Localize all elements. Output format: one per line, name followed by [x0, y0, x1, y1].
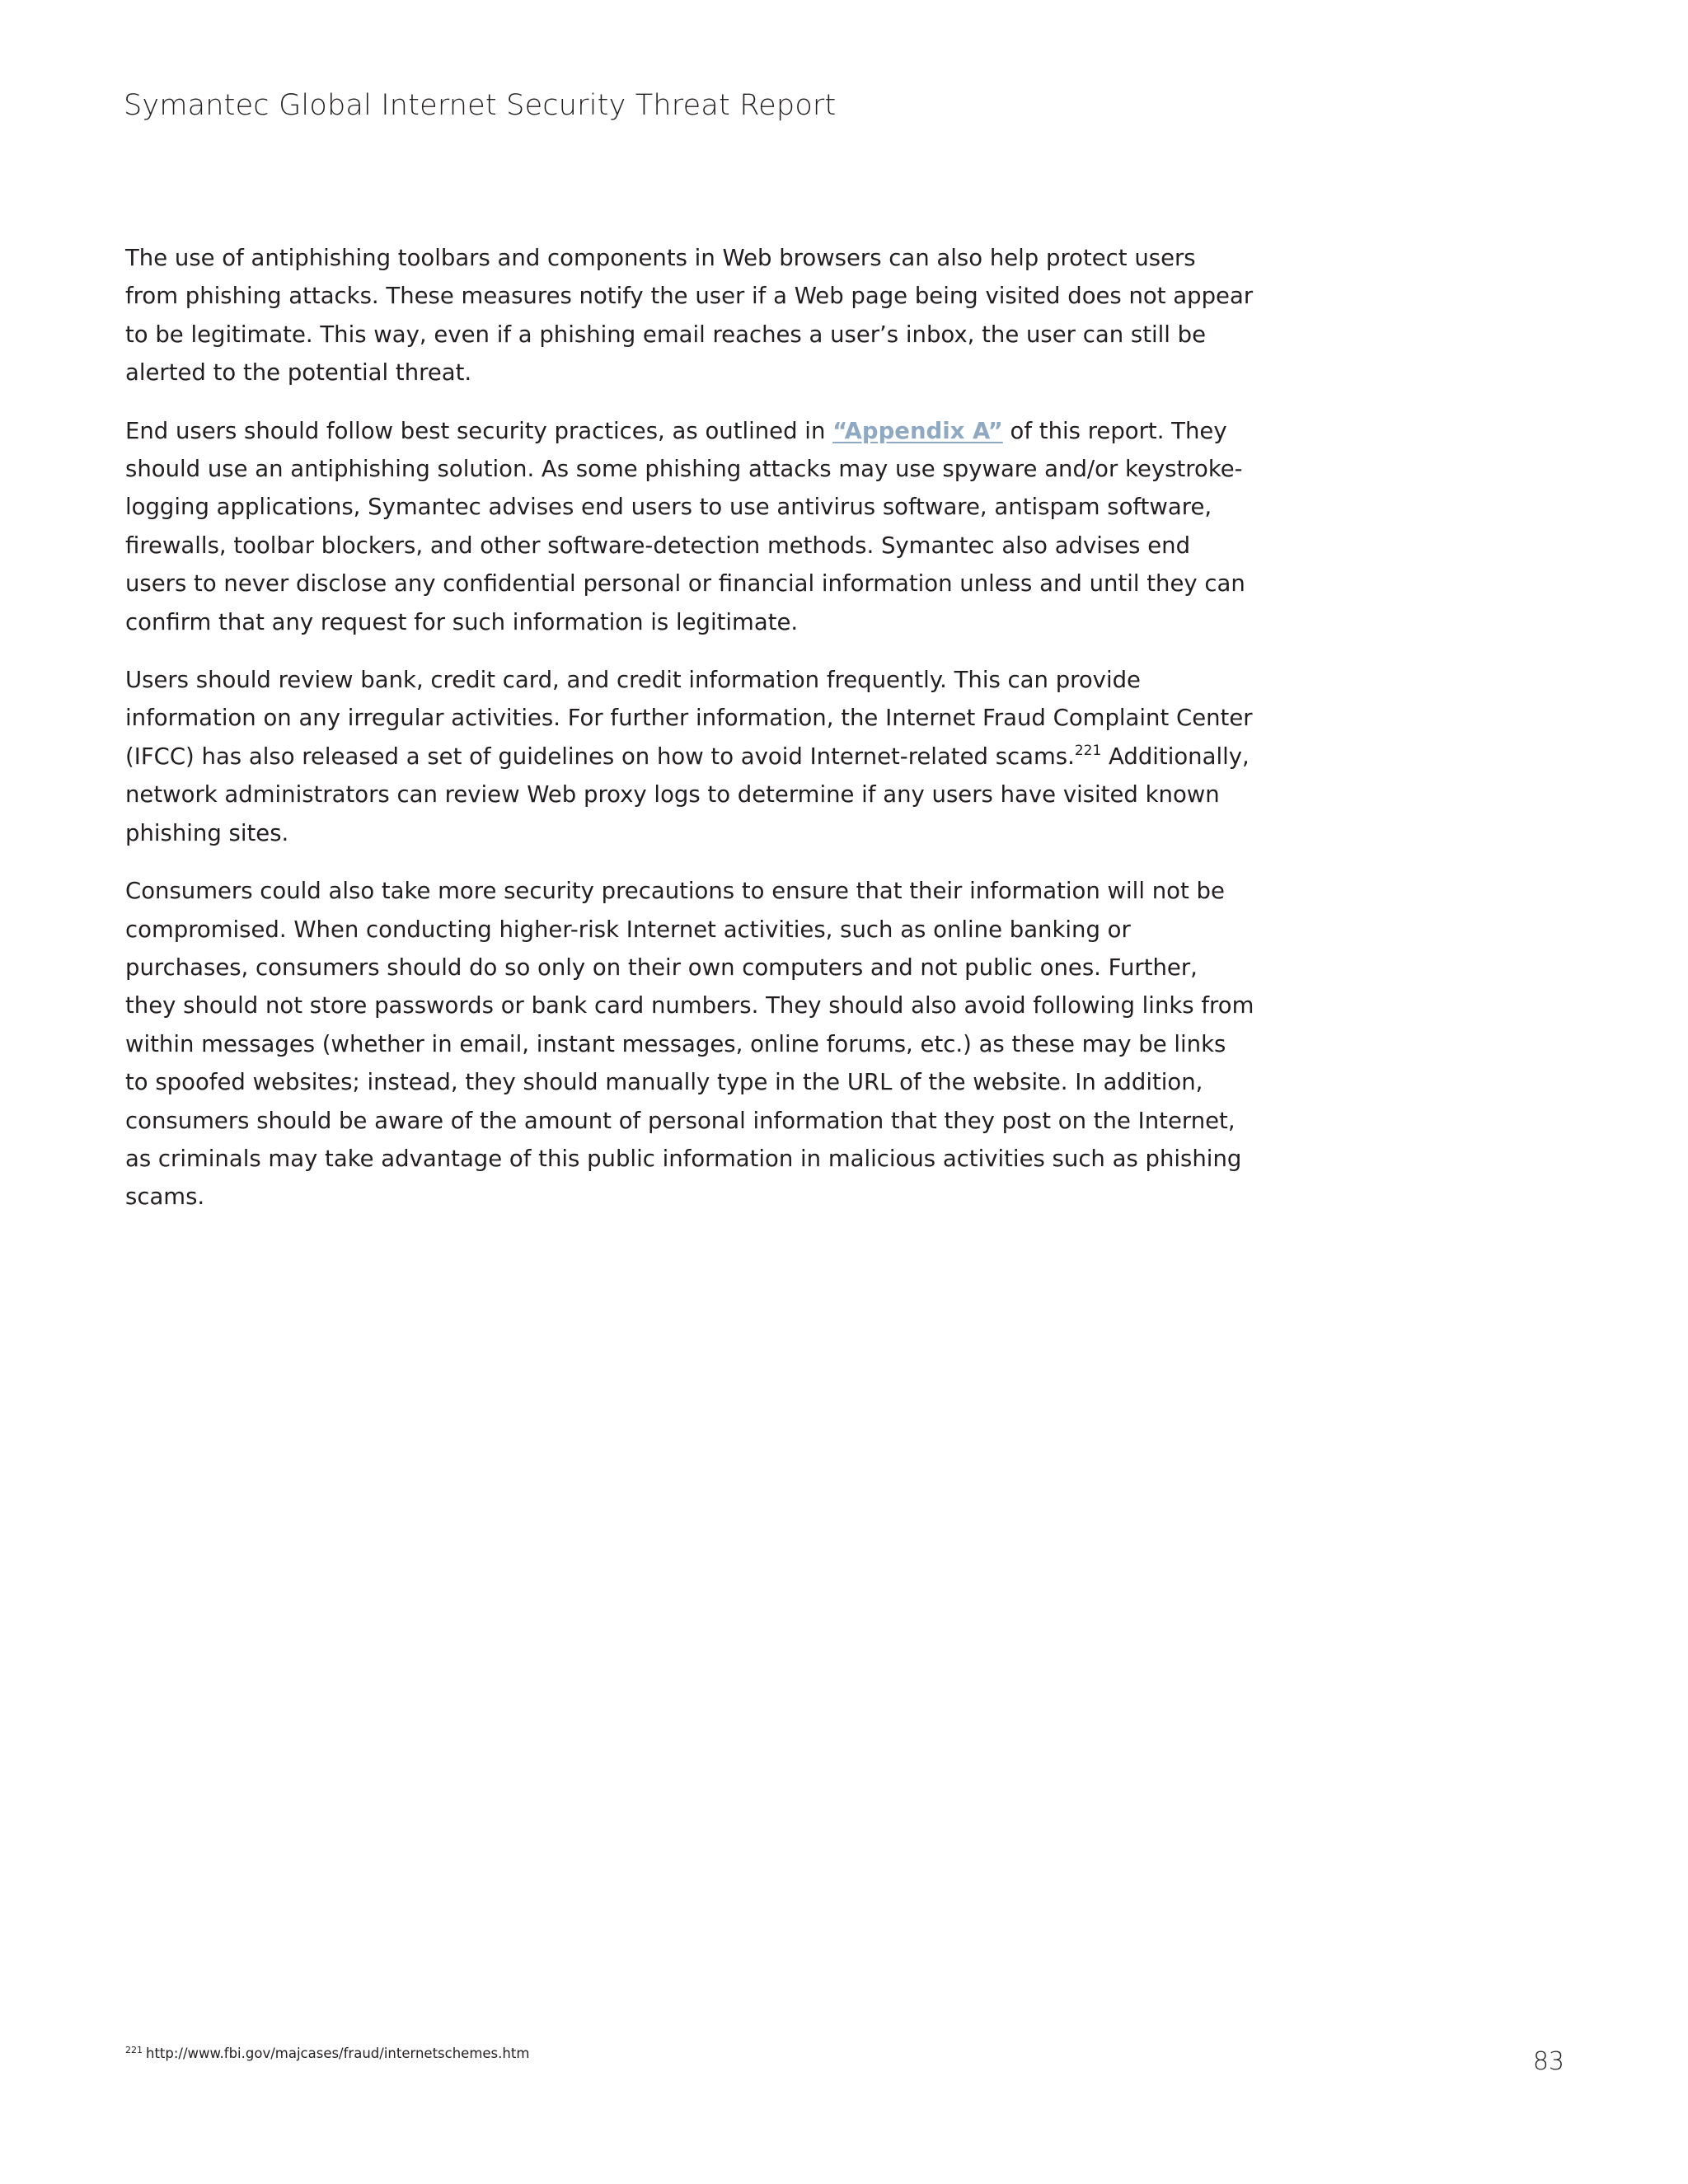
footnote-number: 221 [125, 2045, 143, 2055]
paragraph-text: Users should review bank, credit card, and credit information frequently. This can provide information on any irregular activities. For further information, the Internet Fraud Complaint Center (IFCC) has also released a set of guidelines on how to avoid Internet-related scams. [125, 667, 1253, 770]
paragraph-text: End users should follow best security practices, as outlined in [125, 417, 833, 444]
paragraph-text: Additionally, network administrators can review Web proxy logs to determine if any users have visited known phishing sites. [125, 743, 1250, 846]
paragraph-antiphishing-toolbars: The use of antiphishing toolbars and components in Web browsers can also help protect users from phishing attacks. These measures notify the user if a Web page being visited does not appear to be legitimate. This way, even if a phishing email reaches a user’s inbox, the user can still be alerted to the potential threat. [125, 245, 1254, 387]
paragraph-consumer-precautions: Consumers could also take more security precautions to ensure that their information will not be compromised. When conducting higher-risk Internet activities, such as online banking or purchases, consumers should do so only on their own computers and not public ones. Further, they should not store passwords or bank card numbers. They should also avoid following links from within messages (whether in email, instant messages, online forums, etc.) as these may be links to spoofed websites; instead, they should manually type in the URL of the website. In addition, consumers should be aware of the amount of personal information that they post on the Internet, as criminals may take advantage of this public information in malicious activities such as phishing scams. [125, 878, 1254, 1211]
footnote-url: http://www.fbi.gov/majcases/fraud/internetschemes.htm [146, 2046, 530, 2061]
paragraph-review-information [125, 661, 1254, 852]
paragraph-best-practices [125, 412, 1254, 641]
paragraph-text: of this report. They should use an antiphishing solution. As some phishing attacks may use spyware and/or keystroke-logging applications, Symantec advises end users to use antivirus software, antispam software, firewalls, toolbar blockers, and other software-detection methods. Symantec also advises end users to never disclose any confidential personal or financial information unless and until they can confirm that any request for such information is legitimate. [125, 417, 1245, 635]
footnote-reference: 221 [1074, 742, 1102, 759]
report-title: Symantec Global Internet Security Threat Report [124, 89, 837, 122]
appendix-a-link[interactable]: “Appendix A” [832, 417, 1003, 444]
footnote [125, 2046, 529, 2061]
body-text [125, 239, 1254, 1236]
page-number: 83 [1532, 2047, 1564, 2076]
